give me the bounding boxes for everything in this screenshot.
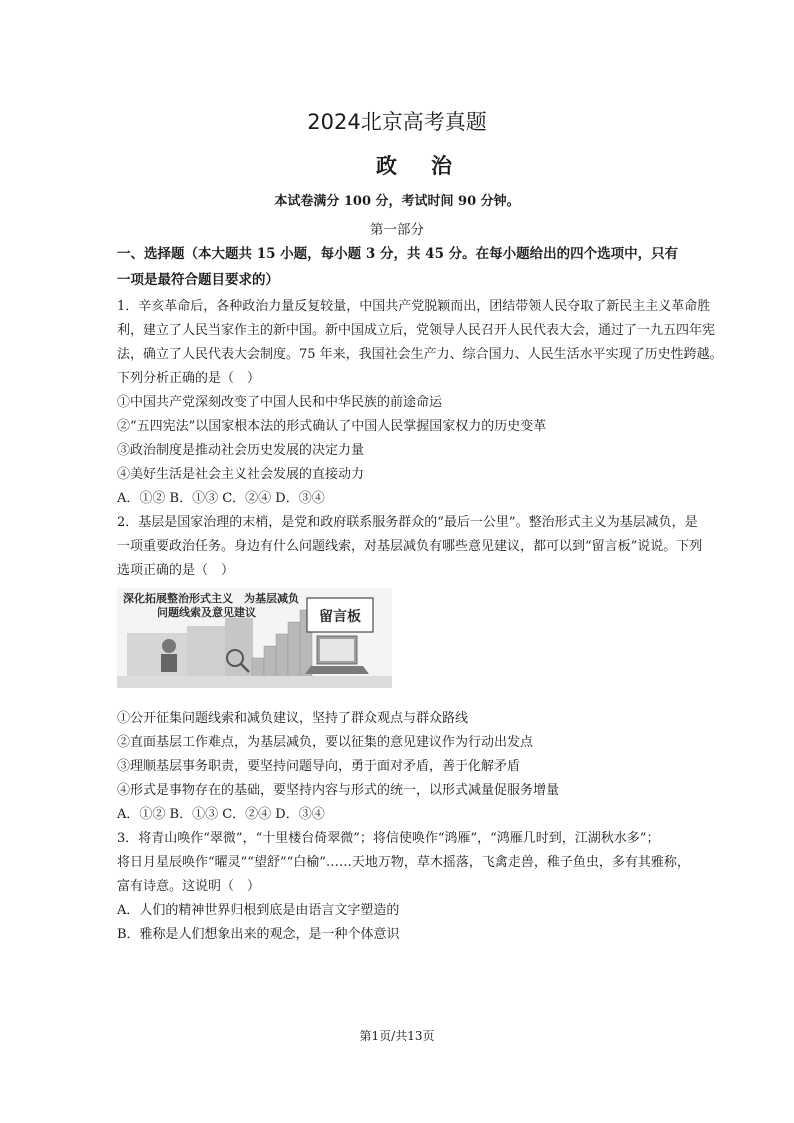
- question-text-line: 将日月星辰唤作“曜灵”“望舒”“白榆”……天地万物，草木摇落，飞禽走兽，稚子鱼虫，多有其雅称，: [117, 855, 690, 870]
- answer-choices: A．①② B．①③ C．②④ D．③④: [117, 807, 325, 822]
- subject-title: 政治: [376, 153, 486, 178]
- question-text-line: 1．辛亥革命后，各种政治力量反复较量，中国共产党脱颖而出，团结带领人民夺取了新民主主义革命胜: [117, 299, 711, 314]
- section-heading-line: 一项是最符合题目要求的）: [117, 272, 279, 288]
- question-text-line: 3．将青山唤作“翠微”，“十里楼台倚翠微”；将信使唤作“鸿雁”，“鸿雁几时到，江湖秋水多”；: [117, 831, 660, 846]
- statement-option: ④美好生活是社会主义社会发展的直接动力: [117, 467, 365, 482]
- question-text-line: 一项重要政治任务。身边有什么问题线索，对基层减负有哪些意见建议，都可以到“留言板”说说。下列: [117, 539, 703, 554]
- question-text-line: 法，确立了人民代表大会制度。75 年来，我国社会生产力、综合国力、人民生活水平实现了历史性跨越。: [117, 347, 723, 362]
- illustration-caption-line1: 深化拓展整治形式主义 为基层减负: [123, 592, 299, 605]
- question-text-line: 利，建立了人民当家作主的新中国。新中国成立后，党领导人民召开人民代表大会，通过了一九五四年宪: [117, 323, 716, 338]
- answer-choices: A．①② B．①③ C．②④ D．③④: [117, 491, 325, 506]
- illustration-caption-line2: 问题线索及意见建议: [157, 606, 256, 619]
- message-board-illustration: [117, 588, 392, 688]
- statement-option: ③理顺基层事务职责，要坚持问题导向，勇于面对矛盾，善于化解矛盾: [117, 759, 521, 774]
- answer-option: B．雅称是人们想象出来的观念，是一种个体意识: [117, 927, 400, 942]
- question-text-line: 下列分析正确的是（ ）: [117, 371, 261, 386]
- statement-option: ①中国共产党深刻改变了中国人民和中华民族的前途命运: [117, 395, 443, 410]
- statement-option: ④形式是事物存在的基础，要坚持内容与形式的统一，以形式减量促服务增量: [117, 783, 560, 798]
- question-text-line: 2．基层是国家治理的末梢，是党和政府联系服务群众的“最后一公里”。整治形式主义为基层减负，是: [117, 515, 698, 530]
- question-text-line: 富有诗意。这说明（ ）: [117, 879, 261, 894]
- statement-option: ②直面基层工作难点，为基层减负，要以征集的意见建议作为行动出发点: [117, 735, 534, 750]
- statement-option: ①公开征集问题线索和减负建议，坚持了群众观点与群众路线: [117, 711, 469, 726]
- exam-instructions: 本试卷满分 100 分，考试时间 90 分钟。: [274, 194, 520, 209]
- answer-option: A．人们的精神世界归根到底是由语言文字塑造的: [117, 903, 400, 918]
- message-board-label: 留言板: [319, 609, 361, 625]
- statement-option: ③政治制度是推动社会历史发展的决定力量: [117, 443, 365, 458]
- section-heading-line: 一、选择题（本大题共 15 小题，每小题 3 分，共 45 分。在每小题给出的四个选项中，只有: [117, 246, 679, 262]
- statement-option: ②“五四宪法”以国家根本法的形式确认了中国人民掌握国家权力的历史变革: [117, 419, 547, 434]
- part-heading: 第一部分: [370, 222, 424, 238]
- exam-title: 2024北京高考真题: [307, 110, 487, 134]
- question-text-line: 选项正确的是（ ）: [117, 563, 235, 578]
- page-number: 第1页/共13页: [359, 1029, 435, 1043]
